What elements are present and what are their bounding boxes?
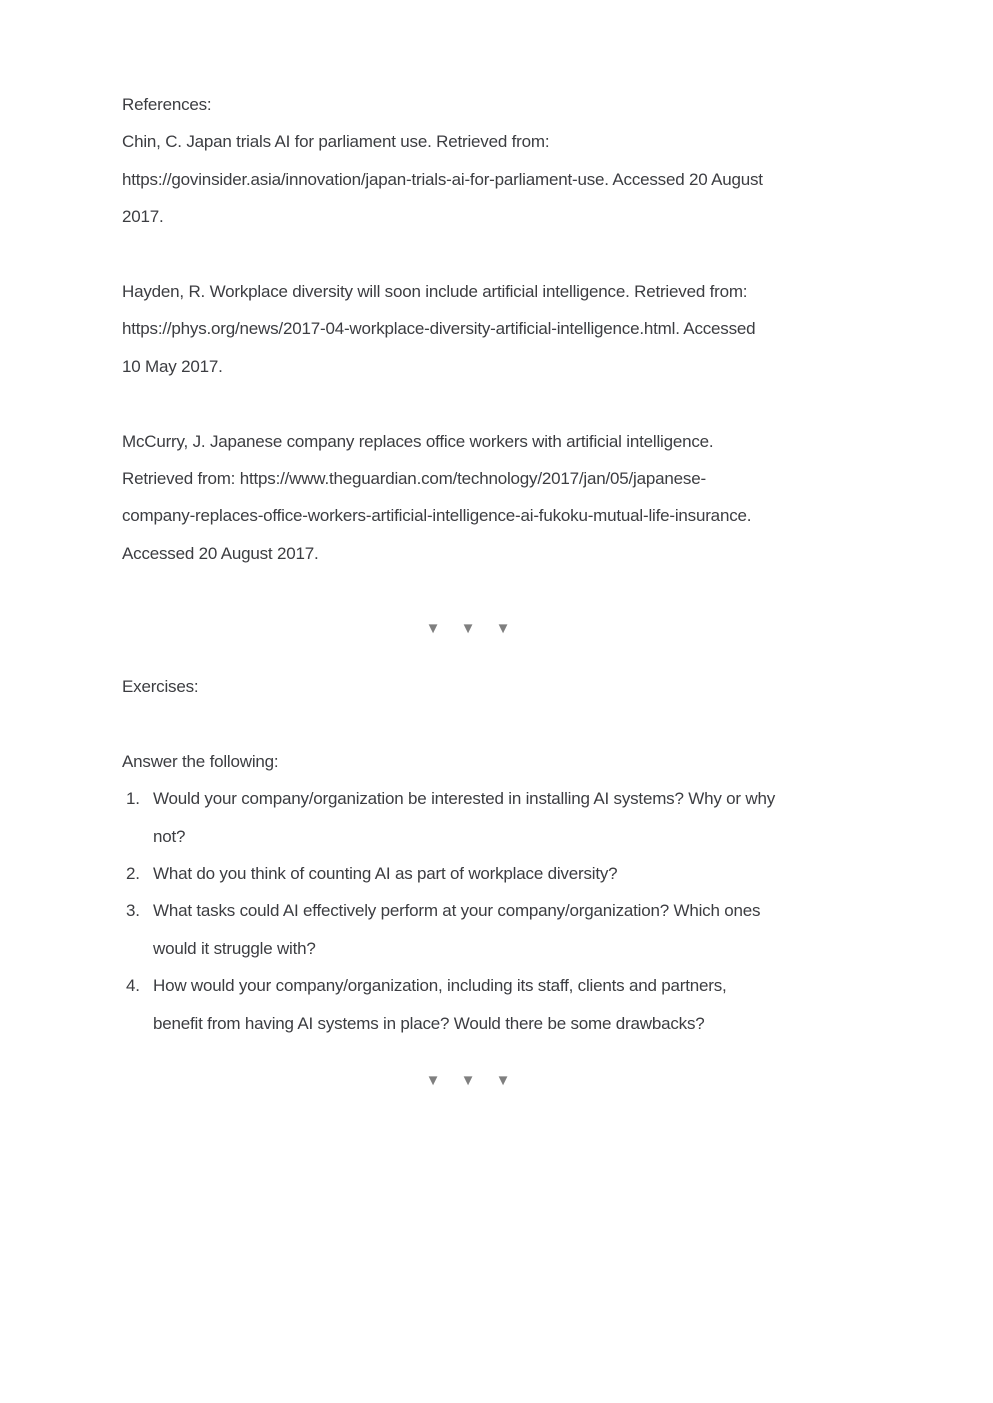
reference-entry-1 — [122, 123, 822, 235]
text-line: would it struggle with? — [153, 938, 316, 958]
blank-line — [122, 705, 822, 742]
text-line: Accessed 20 August 2017. — [122, 543, 319, 563]
text-line: 10 May 2017. — [122, 356, 223, 376]
text-line: https://govinsider.asia/innovation/japan-trials-ai-for-parliament-use. Accessed 20 August — [122, 169, 763, 189]
question-item-1 — [122, 780, 822, 855]
question-item-2 — [122, 855, 822, 892]
question-number: 1. — [126, 789, 140, 809]
question-number: 2. — [126, 864, 140, 884]
text-line: 2017. — [122, 207, 164, 227]
question-item-3 — [122, 892, 822, 967]
text-line: benefit from having AI systems in place? Would there be some drawbacks? — [153, 1013, 705, 1033]
references-section — [122, 86, 822, 572]
exercises-heading: Exercises: — [122, 677, 199, 697]
text-line: not? — [153, 826, 186, 846]
text-line: Retrieved from: https://www.theguardian.com/technology/2017/jan/05/japanese- — [122, 469, 706, 489]
question-text — [153, 967, 822, 1042]
triangle-separator-icon: ▼ ▼ ▼ — [425, 619, 519, 637]
text-line: Chin, C. Japan trials AI for parliament use. Retrieved from: — [122, 132, 550, 152]
triangle-separator-icon: ▼ ▼ ▼ — [425, 1072, 519, 1090]
text-line: https://phys.org/news/2017-04-workplace-diversity-artificial-intelligence.html. Accessed — [122, 319, 756, 339]
reference-entry-2 — [122, 273, 822, 385]
question-text — [153, 892, 822, 967]
question-text — [153, 855, 822, 892]
text-line: McCurry, J. Japanese company replaces office workers with artificial intelligence. — [122, 431, 714, 451]
text-line: Would your company/organization be interested in installing AI systems? Why or why — [153, 789, 776, 809]
question-number: 3. — [126, 901, 140, 921]
text-line: How would your company/organization, including its staff, clients and partners, — [153, 976, 727, 996]
exercises-section — [122, 668, 822, 1042]
text-line: Hayden, R. Workplace diversity will soon include artificial intelligence. Retrieved from: — [122, 282, 748, 302]
text-line: What tasks could AI effectively perform at your company/organization? Which ones — [153, 901, 761, 921]
question-text — [153, 780, 822, 855]
text-line: What do you think of counting AI as part of workplace diversity? — [153, 864, 618, 884]
answer-heading: Answer the following: — [122, 751, 279, 771]
reference-entry-3 — [122, 423, 822, 573]
question-item-4 — [122, 967, 822, 1042]
references-heading: References: — [122, 95, 212, 114]
question-number: 4. — [126, 976, 140, 996]
text-line: company-replaces-office-workers-artificial-intelligence-ai-fukoku-mutual-life-insurance. — [122, 506, 752, 526]
